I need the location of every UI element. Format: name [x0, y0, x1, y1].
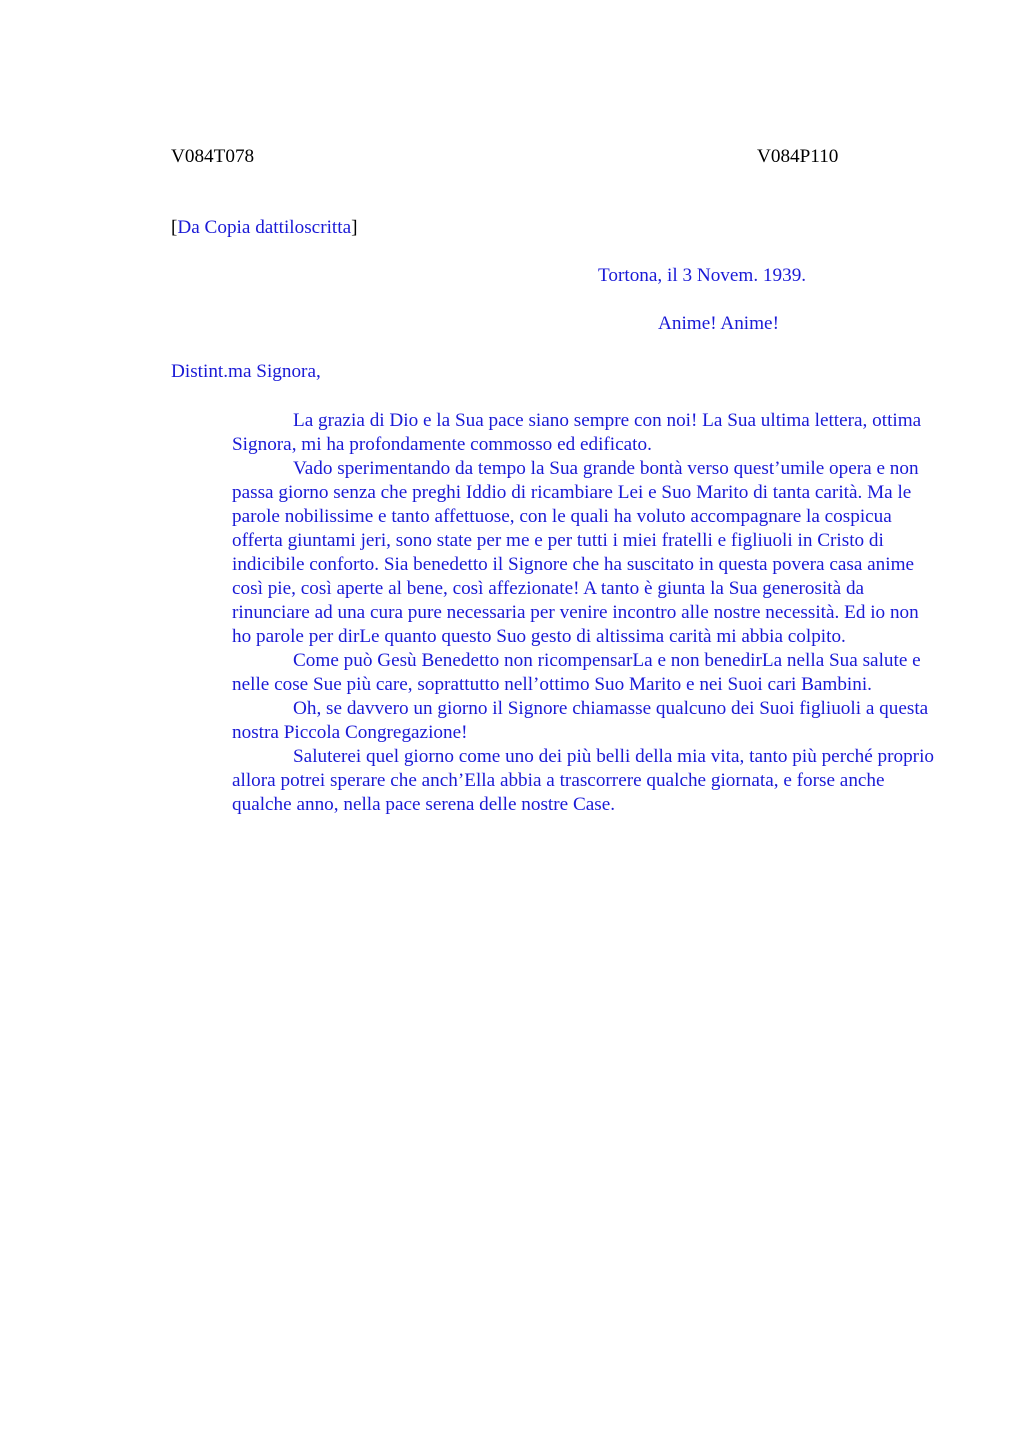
text-line: parole nobilissime e tanto affettuose, con le quali ha voluto accompagnare la cospicua — [232, 506, 892, 527]
source-close-bracket: ] — [351, 217, 358, 238]
text-line: Vado sperimentando da tempo la Sua grande bontà verso quest’umile opera e non — [293, 458, 919, 479]
text-line: Signora, mi ha profondamente commosso ed edificato. — [232, 434, 652, 455]
text-line: La grazia di Dio e la Sua pace siano sempre con noi! La Sua ultima lettera, ottima — [293, 410, 922, 431]
salutation: Distint.ma Signora, — [171, 361, 321, 382]
document-reference-left: V084T078 — [171, 146, 255, 167]
text-line: indicibile conforto. Sia benedetto il Signore che ha suscitato in questa povera casa anime — [232, 554, 915, 575]
source-note — [171, 217, 358, 239]
paragraph — [171, 649, 941, 697]
place-and-date: Tortona, il 3 Novem. 1939. — [598, 265, 807, 286]
source-note-text: Da Copia dattiloscritta — [177, 217, 352, 238]
text-line: nelle cose Sue più care, soprattutto nell’ottimo Suo Marito e nei Suoi cari Bambini. — [232, 674, 872, 695]
paragraph — [171, 697, 941, 745]
motto: Anime! Anime! — [658, 313, 779, 334]
paragraph — [171, 745, 941, 817]
text-line: offerta giuntami jeri, sono state per me e per tutti i miei fratelli e figliuoli in Cristo di — [232, 530, 884, 551]
text-line: così pie, così aperte al bene, così affezionate! A tanto è giunta la Sua generosità da — [232, 578, 865, 599]
document-reference-right: V084P110 — [757, 146, 839, 167]
text-line: ho parole per dirLe quanto questo Suo gesto di altissima carità mi abbia colpito. — [232, 626, 846, 647]
text-line: nostra Piccola Congregazione! — [232, 722, 468, 743]
text-line: qualche anno, nella pace serena delle nostre Case. — [232, 794, 616, 815]
text-line: Come può Gesù Benedetto non ricompensarLa e non benedirLa nella Sua salute e — [293, 650, 921, 671]
source-open-bracket: [ — [171, 217, 178, 238]
text-line: Oh, se davvero un giorno il Signore chiamasse qualcuno dei Suoi figliuoli a questa — [293, 698, 929, 719]
text-line: passa giorno senza che preghi Iddio di ricambiare Lei e Suo Marito di tanta carità. Ma le — [232, 482, 912, 503]
text-line: allora potrei sperare che anch’Ella abbia a trascorrere qualche giornata, e forse anche — [232, 770, 885, 791]
paragraph — [171, 457, 941, 649]
letter-body — [171, 409, 941, 817]
paragraph — [171, 409, 941, 457]
text-line: Saluterei quel giorno come uno dei più belli della mia vita, tanto più perché proprio — [293, 746, 935, 767]
text-line: rinunciare ad una cura pure necessaria per venire incontro alle nostre necessità. Ed io non — [232, 602, 919, 623]
